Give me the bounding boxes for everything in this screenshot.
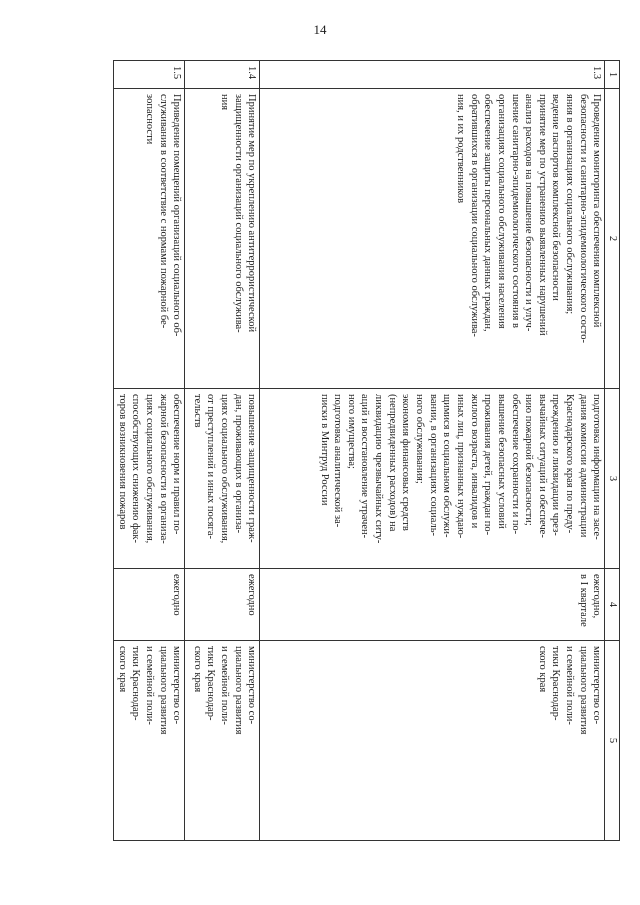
text-line: повышение защищенности граж- <box>246 394 258 543</box>
text-line: защищенности организаций социального обслужива- <box>232 94 244 333</box>
text-line: ния <box>219 94 231 111</box>
measure-cell <box>260 89 605 389</box>
text-line: тики Краснодар- <box>205 646 217 721</box>
text-line: циях социального обслуживания, <box>219 394 231 544</box>
text-line: ежегодно, <box>591 574 603 619</box>
text-line: способствующих снижению фак- <box>130 394 142 544</box>
text-line: яния в организациях социального обслуживания; <box>564 94 576 315</box>
text-line: и семейной поли- <box>219 646 231 725</box>
measure-cell <box>185 89 260 389</box>
text-line: ного имущества; <box>345 394 357 469</box>
text-line: служивания в соответствие с нормами пожарной бе- <box>157 94 169 329</box>
measures-table <box>113 60 620 841</box>
text-line: зопасности <box>144 94 156 145</box>
page-number: 14 <box>313 22 327 37</box>
row-number: 1.3 <box>260 61 605 89</box>
text-line: аций и восстановление утрачен- <box>359 394 371 539</box>
text-line: ежегодно <box>246 574 258 616</box>
text-line: и семейной поли- <box>564 646 576 725</box>
text-line: преждению и ликвидации чрез- <box>550 394 562 536</box>
text-line: циального развития <box>577 646 589 735</box>
executor-cell <box>185 641 260 841</box>
measure-cell <box>114 89 185 389</box>
text-line: и семейной поли- <box>144 646 156 725</box>
text-line: жарной безопасности в организа- <box>157 394 169 544</box>
text-line: ского края <box>191 646 203 693</box>
table-row <box>185 61 260 841</box>
text-line: Проведение мониторинга обеспечения комплексной <box>591 94 603 328</box>
text-line: ского края <box>536 646 548 693</box>
text-line: министерство со- <box>171 646 183 725</box>
row-number: 1.5 <box>114 61 185 89</box>
text-line: тики Краснодар- <box>130 646 142 721</box>
text-line: Приведение помещений организаций социального об- <box>171 94 183 337</box>
text-line: обеспечение сохранности и по- <box>509 394 521 535</box>
text-line: проживания детей, граждан по- <box>482 394 494 536</box>
executor-cell <box>260 641 605 841</box>
text-line: циях социального обслуживания, <box>144 394 156 544</box>
text-line: безопасности и санитарно-эпидемиологического состо- <box>577 94 589 343</box>
text-line: обеспечение норм и правил по- <box>171 394 183 535</box>
text-line: министерство со- <box>246 646 258 725</box>
text-line: подготовка аналитической за- <box>332 394 344 528</box>
deadline-cell <box>185 569 260 641</box>
text-line: министерство со- <box>591 646 603 725</box>
text-line: шение санитарно-эпидемиологического состояния в <box>509 94 521 328</box>
header-col-1: 1 <box>605 61 620 89</box>
text-line: принятие мер по устранению выявленных нарушений <box>536 94 548 336</box>
table-header-row <box>605 61 620 841</box>
text-line: Принятие мер по укреплению антитеррористической <box>246 94 258 333</box>
text-line: ского края <box>116 646 128 693</box>
text-line: вычайных ситуаций и обеспече- <box>536 394 548 538</box>
text-line: тики Краснодар- <box>550 646 562 721</box>
text-line: обеспечение защиты персональных данных граждан, <box>482 94 494 332</box>
text-line: писки в Минтруд России <box>318 394 330 506</box>
content-cell <box>185 389 260 569</box>
executor-cell <box>114 641 185 841</box>
text-line: экономия финансовых средств <box>400 394 412 531</box>
text-line: организациях социального обслуживания населения <box>495 94 507 329</box>
text-line: ежегодно <box>171 574 183 616</box>
row-number: 1.4 <box>185 61 260 89</box>
text-line: в I квартале <box>577 574 589 627</box>
text-line: ликвидацию чрезвычайных ситу- <box>373 394 385 544</box>
table-row <box>260 61 605 841</box>
text-line: дания комиссии администрации <box>577 394 589 538</box>
text-line: тельств <box>191 394 203 428</box>
text-line: циального развития <box>232 646 244 735</box>
deadline-cell <box>260 569 605 641</box>
text-line: анализ расходов на повышение безопасности и улуч- <box>523 94 535 332</box>
header-col-2: 2 <box>605 89 620 389</box>
text-line: нию пожарной безопасности; <box>523 394 535 526</box>
content-cell <box>260 389 605 569</box>
text-line: Краснодарского края по преду- <box>564 394 576 534</box>
text-line: от преступлений и иных посяга- <box>205 394 217 539</box>
deadline-cell <box>114 569 185 641</box>
text-line: (непредвиденных расходов) на <box>386 394 398 532</box>
content-cell <box>114 389 185 569</box>
text-line: ния, и их родственников <box>454 94 466 204</box>
text-line: жилого возраста, инвалидов и <box>468 394 480 529</box>
text-line: подготовка информации на засе- <box>591 394 603 540</box>
text-line: торов возникновения пожаров <box>116 394 128 530</box>
header-col-4: 4 <box>605 569 620 641</box>
header-col-5: 5 <box>605 641 620 841</box>
table-row <box>114 61 185 841</box>
text-line: циального развития <box>157 646 169 735</box>
header-col-3: 3 <box>605 389 620 569</box>
text-line: щимися в социальном обслужи- <box>441 394 453 538</box>
text-line: вышение безопасных условий <box>495 394 507 529</box>
rotated-table-frame <box>110 60 620 840</box>
text-line: вании, в организациях социаль- <box>427 394 439 537</box>
text-line: иных лиц, признанных нуждаю- <box>454 394 466 539</box>
text-line: обратившихся в организации социального обслужива- <box>468 94 480 337</box>
text-line: ного обслуживания; <box>414 394 426 484</box>
text-line: ведение паспортов комплексной безопасности <box>550 94 562 301</box>
text-line: дан, проживающих в организа- <box>232 394 244 534</box>
